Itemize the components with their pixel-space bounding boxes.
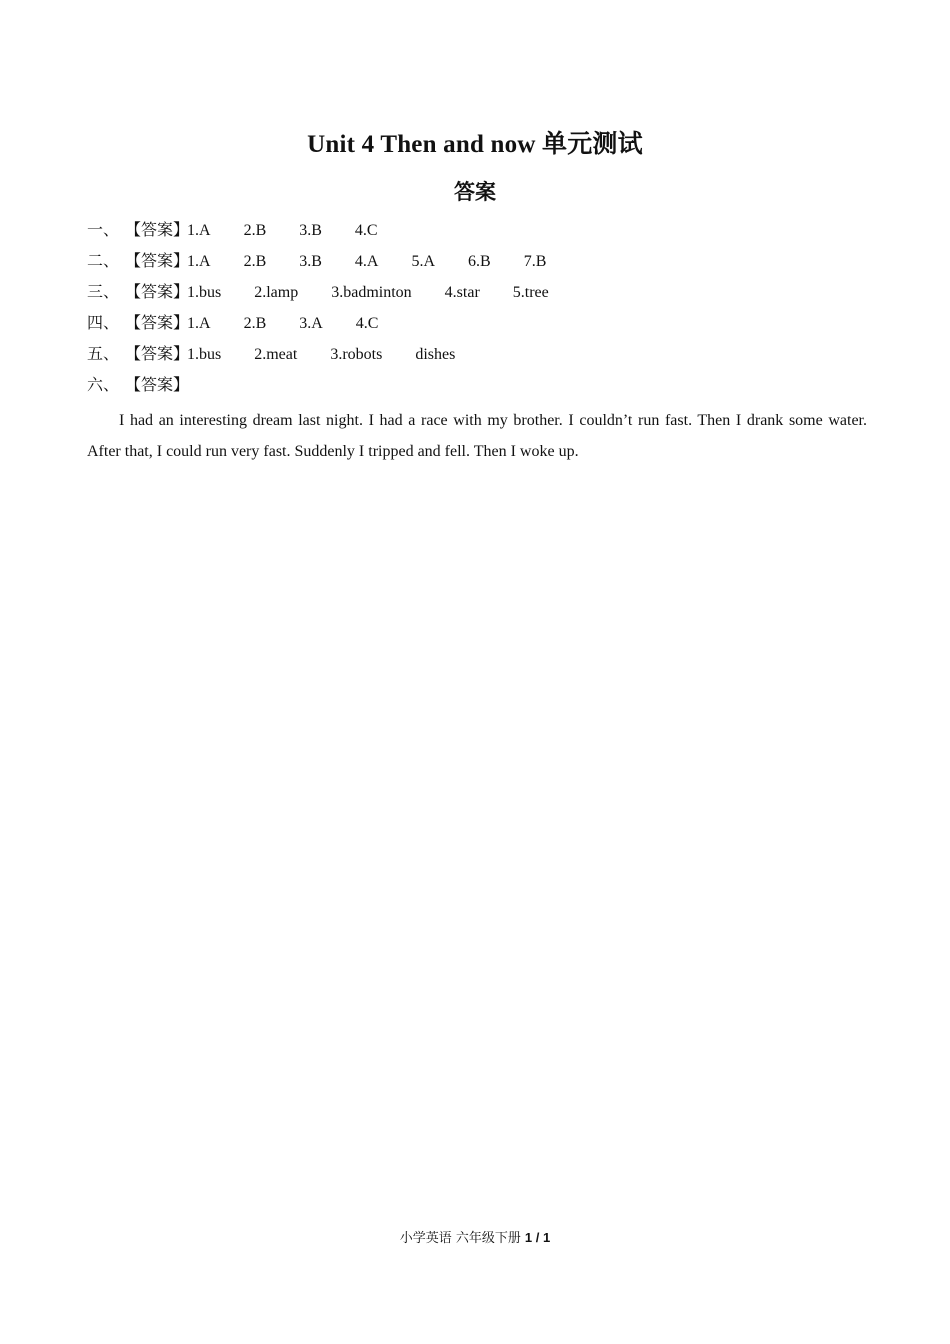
section-number: 六、	[87, 377, 120, 394]
answer-item: 1.A	[187, 315, 211, 332]
answer-item: 3.badminton	[331, 284, 412, 301]
answer-line-6	[87, 374, 190, 398]
answer-label: 【答案】	[125, 315, 190, 332]
answer-item: 4.C	[354, 222, 378, 239]
answer-line-3	[87, 281, 549, 305]
page-subtitle: 答案	[454, 180, 496, 204]
section-number: 二、	[87, 253, 120, 270]
answer-line-5	[87, 343, 455, 367]
answer-item: 1.A	[187, 253, 211, 270]
answer-item: 1.A	[187, 222, 211, 239]
answer-item: 7.B	[523, 253, 547, 270]
page-footer	[0, 1227, 950, 1246]
answer-line-1	[87, 219, 378, 243]
section-number: 三、	[87, 284, 120, 301]
page-title: Unit 4 Then and now 单元测试	[307, 131, 643, 158]
answer-item: 4.A	[354, 253, 379, 270]
answer-item: 1.bus	[187, 284, 222, 301]
answer-item: 2.lamp	[254, 284, 299, 301]
page-number: 1 / 1	[524, 1230, 551, 1245]
answer-line-2	[87, 250, 546, 274]
footer-text: 小学英语 六年级下册	[399, 1231, 521, 1246]
answer-label: 【答案】	[125, 346, 190, 363]
section-number: 五、	[87, 346, 120, 363]
answer-item: 2.B	[243, 222, 267, 239]
answer-label: 【答案】	[125, 377, 190, 394]
section-number: 四、	[87, 315, 120, 332]
answer-item: 3.B	[299, 253, 322, 270]
answer-item: 2.B	[243, 253, 267, 270]
answer-item: 2.meat	[254, 346, 298, 363]
section-number: 一、	[87, 222, 120, 239]
answer-label: 【答案】	[125, 253, 190, 270]
answer-item: 5.A	[411, 253, 436, 270]
answer-item: 1.bus	[187, 346, 222, 363]
answer-item: 5.tree	[512, 284, 549, 301]
answer-label: 【答案】	[125, 284, 190, 301]
answer-item: dishes	[415, 346, 456, 363]
answer-item: 3.A	[299, 315, 323, 332]
essay-paragraph: I had an interesting dream last night. I had a race with my brother. I couldn’t run fast. Then I drank some water. After that, I could run very fast. Suddenly I tripped and fell. Then I woke up.	[87, 412, 867, 460]
answer-item: 4.star	[444, 284, 480, 301]
answer-item: 4.C	[355, 315, 379, 332]
answer-line-4	[87, 312, 378, 336]
answer-label: 【答案】	[125, 222, 190, 239]
answer-item: 2.B	[243, 315, 267, 332]
answer-item: 3.B	[299, 222, 322, 239]
answer-item: 6.B	[468, 253, 491, 270]
answer-item: 3.robots	[330, 346, 383, 363]
